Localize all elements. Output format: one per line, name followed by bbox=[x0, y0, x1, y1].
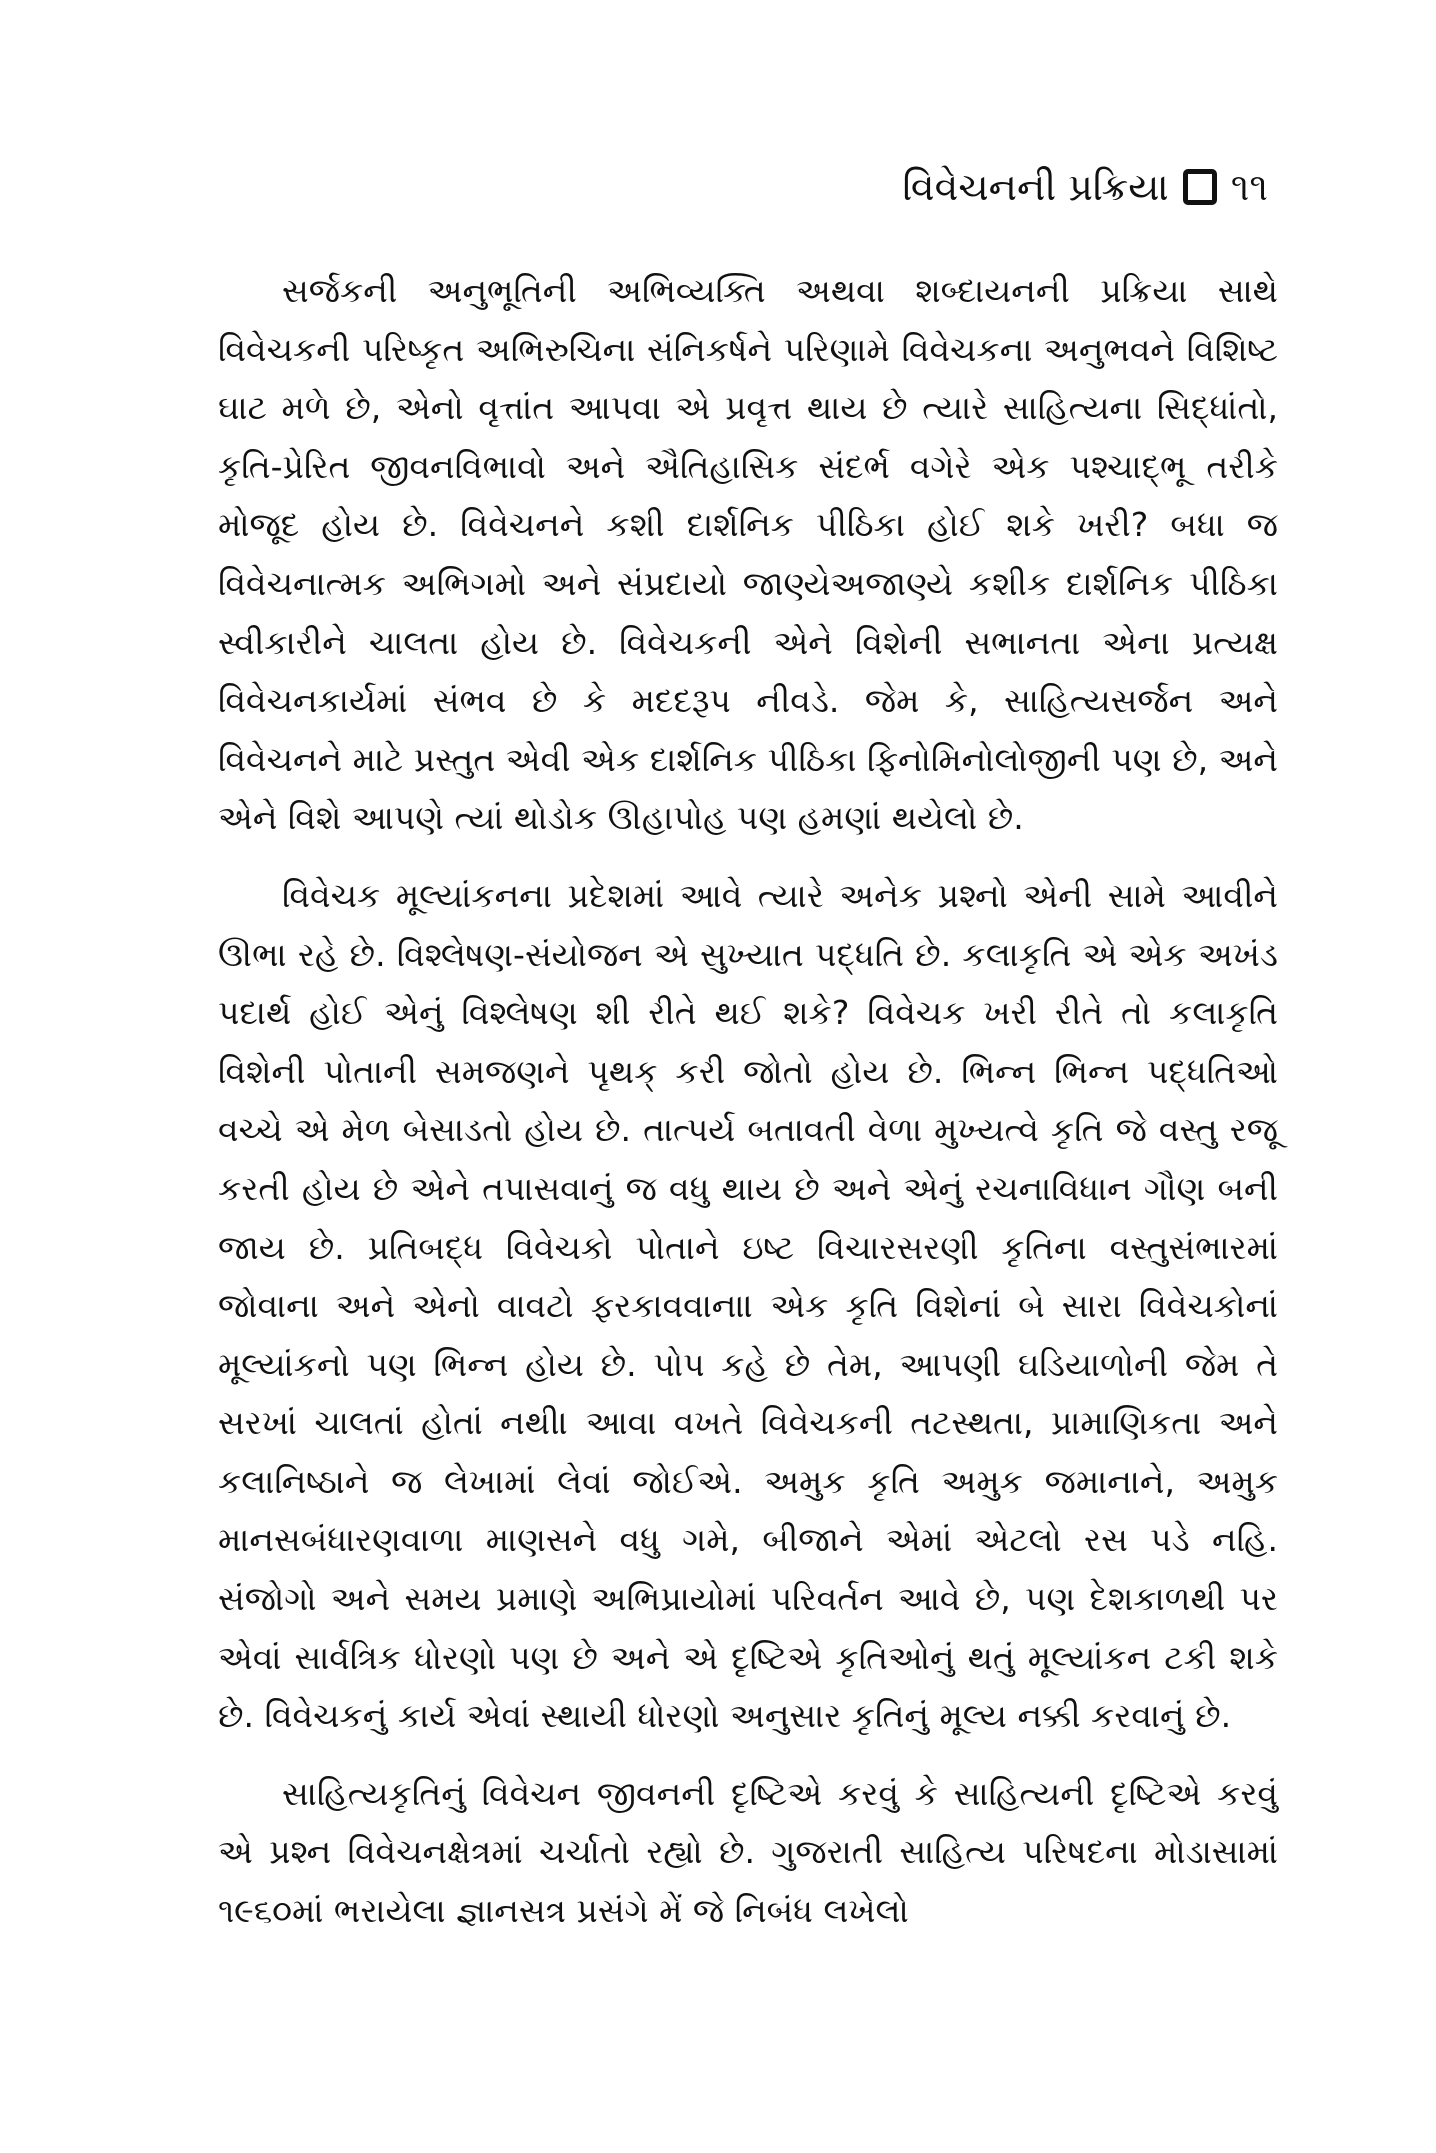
body-text bbox=[218, 262, 1278, 1941]
paragraph-2: વિવેચક મૂલ્યાંકનના પ્રદેશમાં આવે ત્યારે અનેક પ્રશ્નો એની સામે આવીને ઊભા રહે છે. વિશ્લેષણ-સંયોજન એ સુખ્યાત પદ્ધતિ છે. કલાકૃતિ એ એક અખંડ પદાર્થ હોઈ એનું વિશ્લેષણ શી રીતે થઈ શકે? વિવેચક ખરી રીતે તો કલાકૃતિ વિશેની પોતાની સમજણને પૃથક્ કરી જોતો હોય છે. ભિન્ન ભિન્ન પદ્ધતિઓ વચ્ચે એ મેળ બેસાડતો હોય છે. તાત્પર્ય બતાવતી વેળા મુખ્યત્વે કૃતિ જે વસ્તુ રજૂ કરતી હોય છે એને તપાસવાનું જ વધુ થાય છે અને એનું રચનાવિધાન ગૌણ બની જાય છે. પ્રતિબદ્ધ વિવેચકો પોતાને ઇષ્ટ વિચારસરણી કૃતિના વસ્તુસંભારમાં જોવાના અને એનો વાવટો ફરકાવવાના। એક કૃતિ વિશેનાં બે સારા વિવેચકોનાં મૂલ્યાંકનો પણ ભિન્ન હોય છે. પોપ કહે છે તેમ, આપણી ઘડિયાળોની જેમ તે સરખાં ચાલતાં હોતાં નથી। આવા વખતે વિવેચકની તટસ્થતા, પ્રામાણિકતા અને કલાનિષ્ઠાને જ લેખામાં લેવાં જોઈએ. અમુક કૃતિ અમુક જમાનાને, અમુક માનસબંધારણવાળા માણસને વધુ ગમે, બીજાને એમાં એટલો રસ પડે નહિ. સંજોગો અને સમય પ્રમાણે અભિપ્રાયોમાં પરિવર્તન આવે છે, પણ દેશકાળથી પર એવાં સાર્વત્રિક ધોરણો પણ છે અને એ દૃષ્ટિએ કૃતિઓનું થતું મૂલ્યાંકન ટકી શકે છે. વિવેચકનું કાર્ય એવાં સ્થાયી ધોરણો અનુસાર કૃતિનું મૂલ્ય નક્કી કરવાનું છે. bbox=[218, 875, 1278, 1736]
page-number: ૧૧ bbox=[1230, 165, 1268, 209]
running-head bbox=[902, 165, 1268, 209]
square-ornament-icon bbox=[1183, 169, 1217, 205]
paragraph-1: સર્જકની અનુભૂતિની અભિવ્યક્તિ અથવા શબ્દાયનની પ્રક્રિયા સાથે વિવેચકની પરિષ્કૃત અભિરુચિના સંનિકર્ષને પરિણામે વિવેચકના અનુભવને વિશિષ્ટ ઘાટ મળે છે, એનો વૃત્તાંત આપવા એ પ્રવૃત્ત થાય છે ત્યારે સાહિત્યના સિદ્ધાંતો, કૃતિ-પ્રેરિત જીવનવિભાવો અને ઐતિહાસિક સંદર્ભ વગેરે એક પશ્ચાદ્ભૂ તરીકે મોજૂદ હોય છે. વિવેચનને કશી દાર્શનિક પીઠિકા હોઈ શકે ખરી? બધા જ વિવેચનાત્મક અભિગમો અને સંપ્રદાયો જાણ્યેઅજાણ્યે કશીક દાર્શનિક પીઠિકા સ્વીકારીને ચાલતા હોય છે. વિવેચકની એને વિશેની સભાનતા એના પ્રત્યક્ષ વિવેચનકાર્યમાં સંભવ છે કે મદદરૂપ નીવડે. જેમ કે, સાહિત્યસર્જન અને વિવેચનને માટે પ્રસ્તુત એવી એક દાર્શનિક પીઠિકા ફિનોમિનોલોજીની પણ છે, અને એને વિશે આપણે ત્યાં થોડોક ઊહાપોહ પણ હમણાં થયેલો છે. bbox=[218, 271, 1278, 838]
running-title: વિવેચનની પ્રક્રિયા bbox=[902, 165, 1169, 209]
paragraph-3: સાહિત્યકૃતિનું વિવેચન જીવનની દૃષ્ટિએ કરવું કે સાહિત્યની દૃષ્ટિએ કરવું એ પ્રશ્ન વિવેચનક્ષેત્રમાં ચર્ચાતો રહ્યો છે. ગુજરાતી સાહિત્ય પરિષદના મોડાસામાં ૧૯૬૦માં ભરાયેલા જ્ઞાનસત્ર પ્રસંગે મેં જે નિબંધ લખેલો bbox=[218, 1773, 1278, 1931]
